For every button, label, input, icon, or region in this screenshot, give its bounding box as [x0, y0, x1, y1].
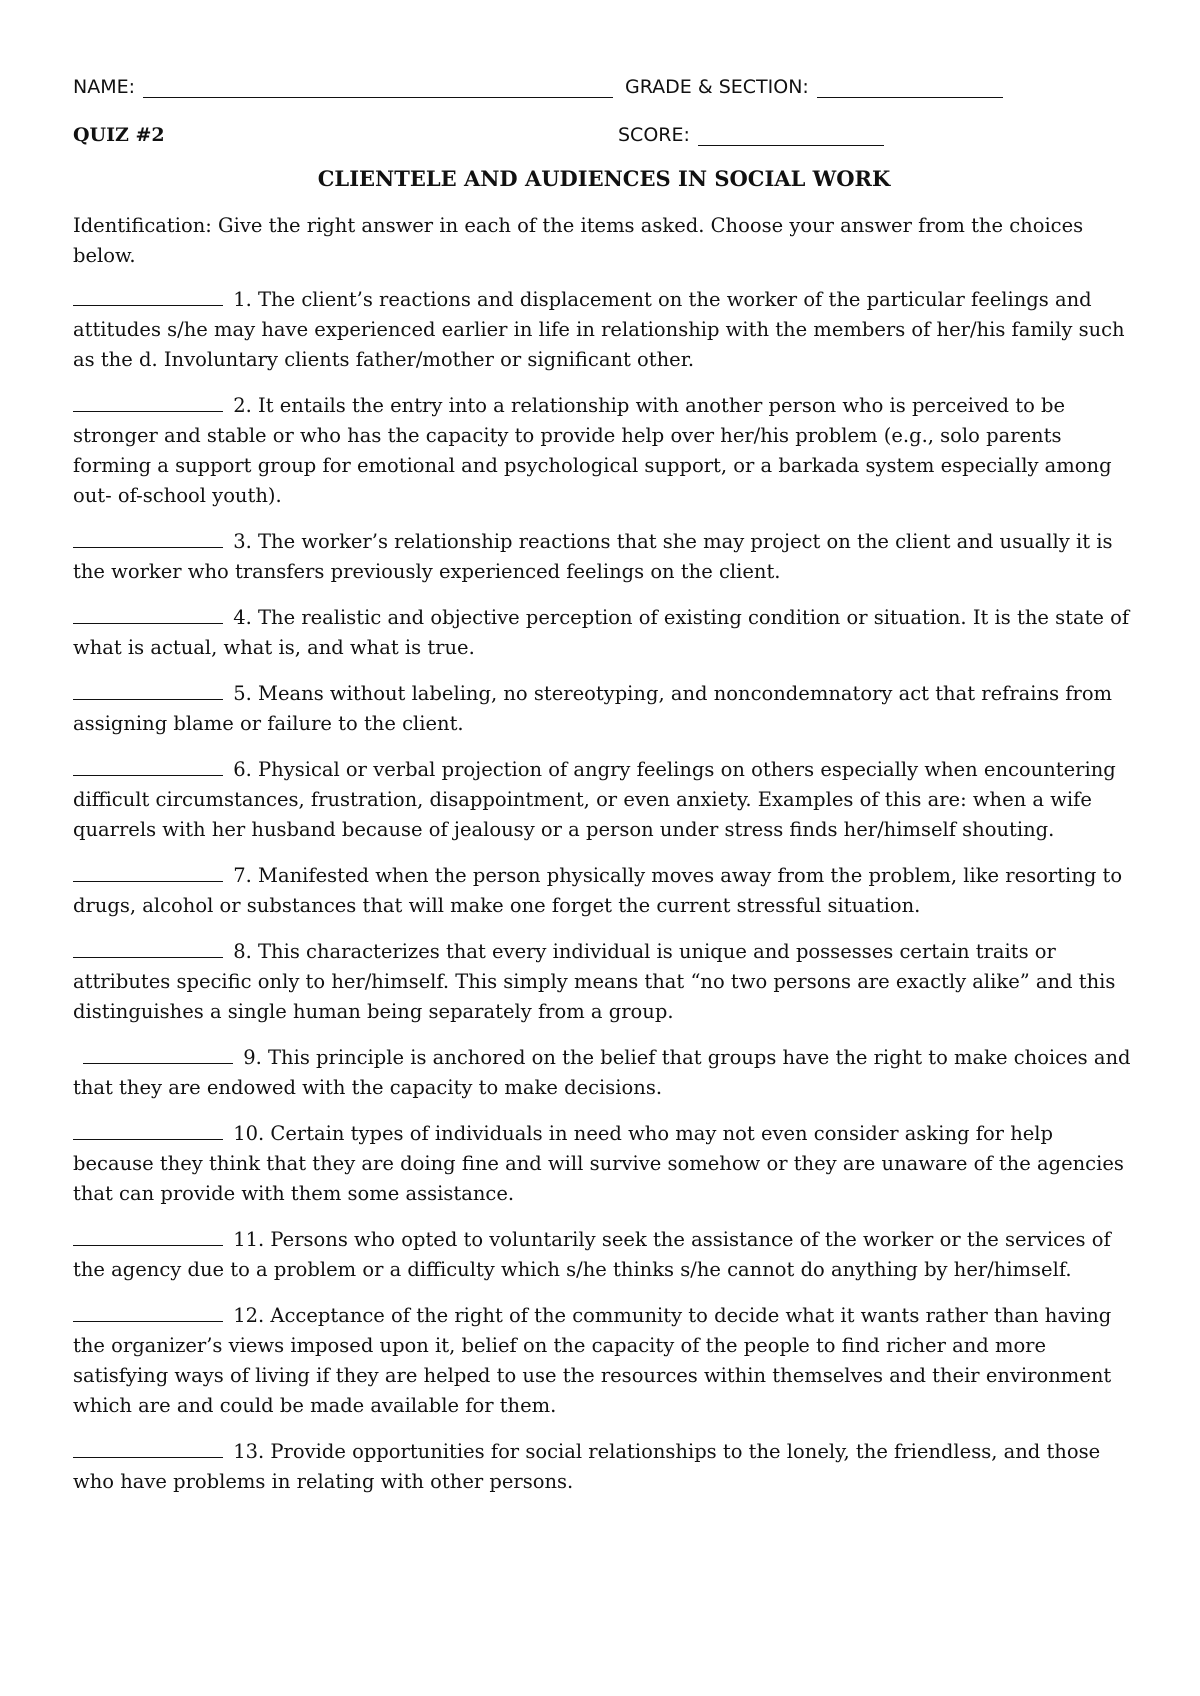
name-label: NAME:: [73, 76, 136, 98]
quiz-page: [73, 68, 1135, 1513]
question-text: Certain types of individuals in need who may not even consider asking for help because they think that they are doing fine and will survive somehow or they are unaware of the agencies that can provide with them some assistance.: [73, 1122, 1124, 1205]
question-item: [73, 285, 1135, 375]
answer-blank[interactable]: [73, 937, 223, 958]
question-text: This principle is anchored on the belief that groups have the right to make choices and that they are endowed with the capacity to make decisions.: [73, 1046, 1131, 1099]
question-number: 11.: [233, 1228, 265, 1251]
score-field[interactable]: [698, 123, 884, 146]
question-text: The worker’s relationship reactions that she may project on the client and usually it is the worker who transfers previously experienced feelings on the client.: [73, 530, 1113, 583]
question-text: It entails the entry into a relationship with another person who is perceived to be stronger and stable or who has the capacity to provide help over her/his problem (e.g., solo parents forming a support group for emotional and psychological support, or a barkada system especially among out- of-school youth).: [73, 394, 1112, 507]
question-text: Persons who opted to voluntarily seek the assistance of the worker or the services of the agency due to a problem or a difficulty which s/he thinks s/he cannot do anything by her/himself.: [73, 1228, 1111, 1281]
instructions: Identification: Give the right answer in each of the items asked. Choose your answer from the choices below.: [73, 214, 1084, 267]
question-text: The realistic and objective perception of existing condition or situation. It is the state of what is actual, what is, and what is true.: [73, 606, 1130, 659]
question-number: 9.: [243, 1046, 262, 1069]
answer-blank[interactable]: [73, 603, 223, 624]
answer-blank[interactable]: [73, 285, 223, 306]
header-row-name: [73, 68, 1135, 98]
question-number: 5.: [233, 682, 252, 705]
question-number: 3.: [233, 530, 252, 553]
question-number: 7.: [233, 864, 252, 887]
question-item: [73, 603, 1135, 663]
answer-blank[interactable]: [73, 755, 223, 776]
score-label: SCORE:: [618, 124, 690, 146]
question-text: Means without labeling, no stereotyping, and noncondemnatory act that refrains from assigning blame or failure to the client.: [73, 682, 1113, 735]
grade-section-field[interactable]: [817, 75, 1003, 98]
question-number: 1.: [233, 288, 252, 311]
question-text: The client’s reactions and displacement on the worker of the particular feelings and attitudes s/he may have experienced earlier in life in relationship with the members of her/his family such as the d. Involuntary clients father/mother or significant other.: [73, 288, 1125, 371]
quiz-number: QUIZ #2: [73, 124, 165, 146]
question-text: This characterizes that every individual is unique and possesses certain traits or attributes specific only to her/himself. This simply means that “no two persons are exactly alike” and this distinguishes a single human being separately from a group.: [73, 940, 1116, 1023]
question-item: [73, 755, 1135, 845]
question-number: 12.: [233, 1304, 265, 1327]
answer-blank[interactable]: [83, 1043, 233, 1064]
question-number: 10.: [233, 1122, 265, 1145]
question-number: 2.: [233, 394, 252, 417]
question-number: 4.: [233, 606, 252, 629]
question-item: [73, 527, 1135, 587]
quiz-title: CLIENTELE AND AUDIENCES IN SOCIAL WORK: [317, 166, 891, 191]
answer-blank[interactable]: [73, 1437, 223, 1458]
answer-blank[interactable]: [73, 527, 223, 548]
question-item: [73, 861, 1135, 921]
question-text: Physical or verbal projection of angry feelings on others especially when encountering difficult circumstances, frustration, disappointment, or even anxiety. Examples of this are: when a wife quarrels with her husband because of jealousy or a person under stress finds her/himself shouting.: [73, 758, 1116, 841]
name-field[interactable]: [143, 75, 613, 98]
answer-blank[interactable]: [73, 1225, 223, 1246]
question-item: [73, 1225, 1135, 1285]
header-row-quiz: [73, 116, 1135, 146]
answer-blank[interactable]: [73, 391, 223, 412]
question-number: 13.: [233, 1440, 265, 1463]
answer-blank[interactable]: [73, 1301, 223, 1322]
grade-section-label: GRADE & SECTION:: [625, 76, 809, 98]
question-item: [73, 1119, 1135, 1209]
question-text: Manifested when the person physically moves away from the problem, like resorting to drugs, alcohol or substances that will make one forget the current stressful situation.: [73, 864, 1123, 917]
question-item: [73, 1043, 1135, 1103]
answer-blank[interactable]: [73, 861, 223, 882]
question-number: 6.: [233, 758, 252, 781]
question-item: [73, 679, 1135, 739]
question-item: [73, 1301, 1135, 1421]
question-item: [73, 1437, 1135, 1497]
answer-blank[interactable]: [73, 1119, 223, 1140]
question-text: Provide opportunities for social relationships to the lonely, the friendless, and those who have problems in relating with other persons.: [73, 1440, 1101, 1493]
answer-blank[interactable]: [73, 679, 223, 700]
question-item: [73, 937, 1135, 1027]
question-item: [73, 391, 1135, 511]
question-text: Acceptance of the right of the community to decide what it wants rather than having the organizer’s views imposed upon it, belief on the capacity of the people to find richer and more satisfying ways of living if they are helped to use the resources within themselves and their environment which are and could be made available for them.: [73, 1304, 1112, 1417]
question-list: [73, 285, 1135, 1497]
question-number: 8.: [233, 940, 252, 963]
